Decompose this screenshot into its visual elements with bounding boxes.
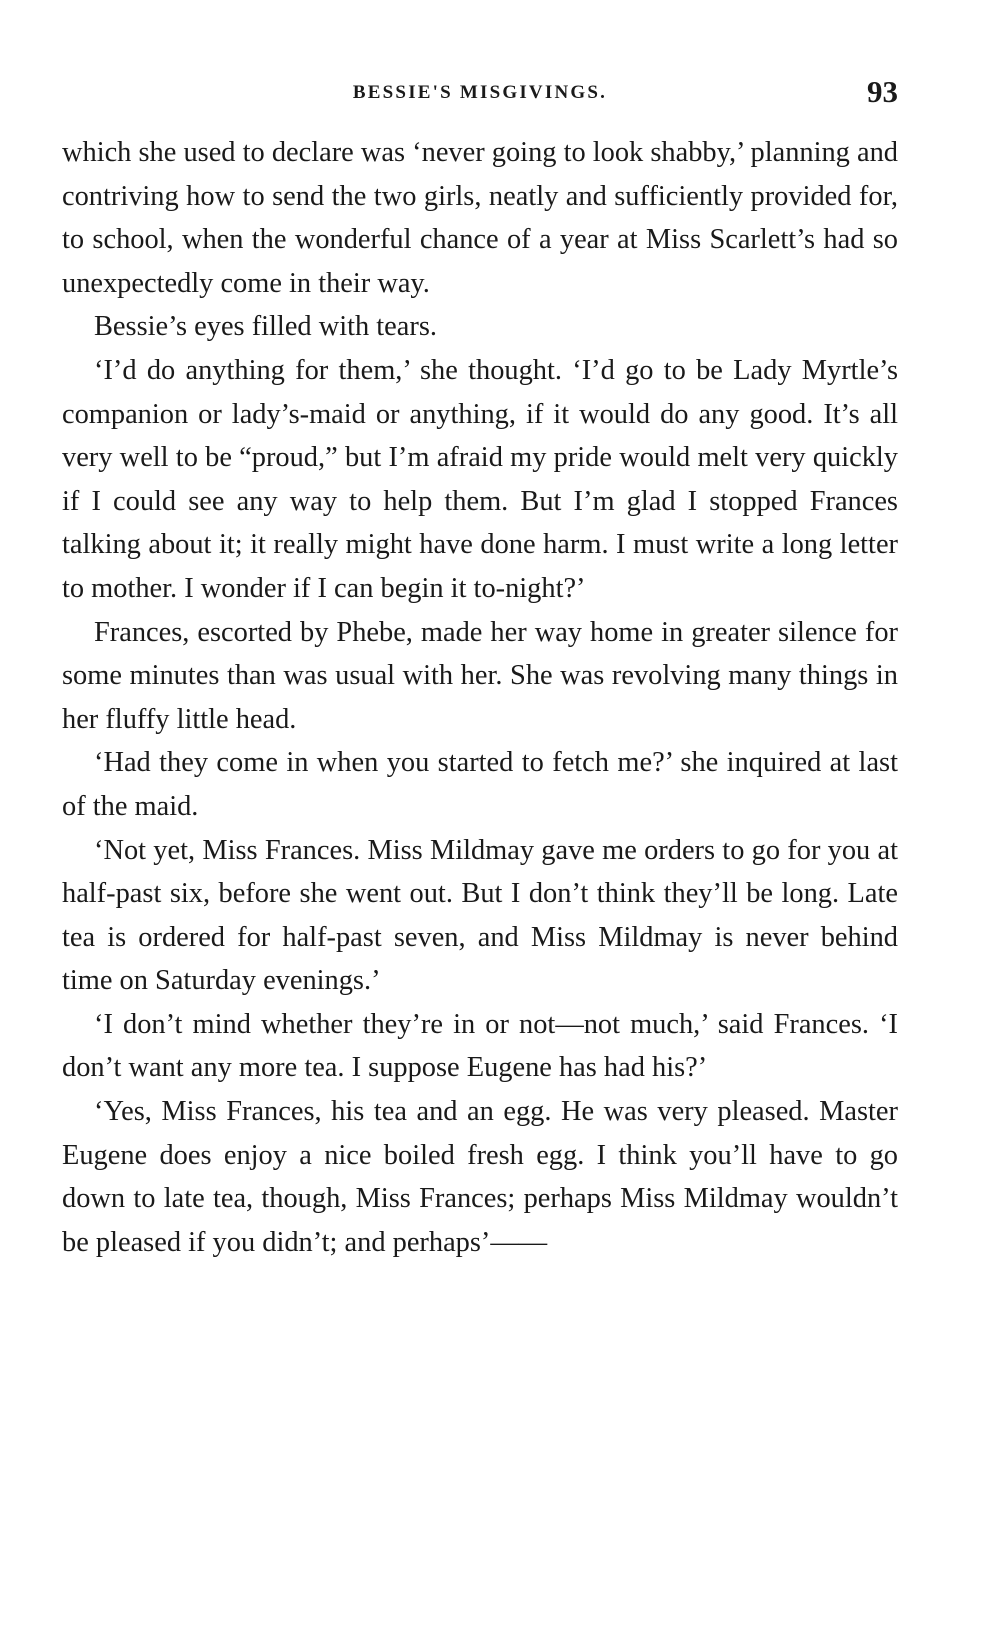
running-title: BESSIE'S MISGIVINGS.	[352, 82, 608, 103]
body-text	[62, 131, 898, 1264]
paragraph: Bessie’s eyes filled with tears.	[94, 311, 437, 343]
paragraph: ‘Had they come in when you started to fetch me?’ she inquired at last of the maid.	[62, 747, 898, 822]
running-header	[62, 74, 898, 114]
paragraph: ‘Yes, Miss Frances, his tea and an egg. He was very pleased. Master Eugene does enjoy a nice boiled fresh egg. I think you’ll have to go down to late tea, though, Miss Frances; perhaps Miss Mildmay wouldn’t be pleased if you didn’t; and perhaps’——	[62, 1096, 898, 1258]
page-number: 93	[867, 74, 898, 109]
paragraph: Frances, escorted by Phebe, made her way home in greater silence for some minutes than was usual with her. She was revolving many things in her fluffy little head.	[62, 616, 898, 735]
paragraph: ‘I’d do anything for them,’ she thought. ‘I’d go to be Lady Myrtle’s companion or lady’s-maid or anything, if it would do any good. It’s all very well to be “proud,” but I’m afraid my pride would melt very quickly if I could see any way to help them. But I’m glad I stopped Frances talking about it; it really might have done harm. I must write a long letter to mother. I wonder if I can begin it to-night?’	[62, 354, 898, 604]
paragraph: ‘I don’t mind whether they’re in or not—not much,’ said Frances. ‘I don’t want any more tea. I suppose Eugene has had his?’	[62, 1008, 898, 1084]
paragraph: ‘Not yet, Miss Frances. Miss Mildmay gave me orders to go for you at half-past six, before she went out. But I don’t think they’ll be long. Late tea is ordered for half-past seven, and Miss Mildmay is never behind time on Saturday evenings.’	[62, 834, 898, 997]
paragraph: which she used to declare was ‘never going to look shabby,’ planning and contriving how to send the two girls, neatly and sufficiently provided for, to school, when the wonderful chance of a year at Miss Scarlett’s had so unexpectedly come in their way.	[62, 137, 898, 299]
